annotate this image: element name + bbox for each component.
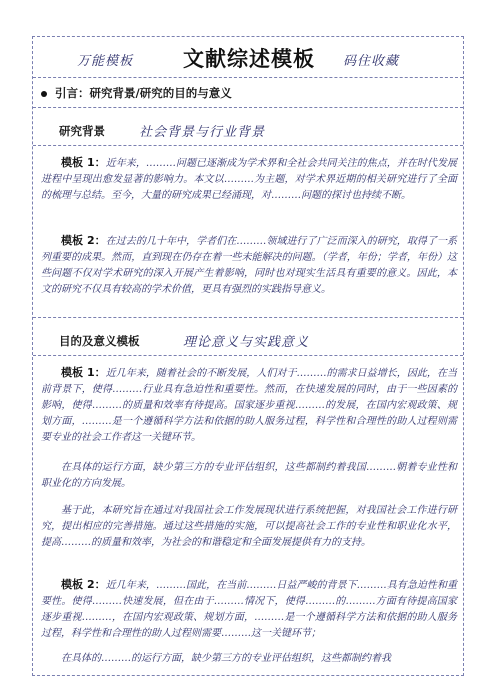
template-sheet bbox=[32, 36, 464, 676]
background-template-1: 模板 1：近年来，………问题已逐渐成为学术界和全社会共同关注的焦点，并在时代发展进程中呈现出愈发显著的影响力。本文以………为主题，对学术界近期的相关研究进行了全面的梳理与总结。至今，大量的研究成果已经涌现，对………问题的探讨也持续不断。 bbox=[41, 156, 458, 201]
divider bbox=[33, 77, 463, 78]
page-title: 文献综述模板 bbox=[183, 47, 315, 71]
purpose-paragraph-3: 基于此，本研究旨在通过对我国社会工作发展现状进行系统把握，对我国社会工作进行研究，提出相应的完善措施。通过这些措施的实施，可以提高社会工作的专业性和职业化水平，提高………的质量和效率，为社会的和谐稳定和全面发展提供有力的支持。 bbox=[41, 505, 457, 548]
intro-heading-text: 引言：研究背景/研究的目的与意义 bbox=[55, 86, 232, 100]
purpose-label: 目的及意义模板 bbox=[59, 334, 140, 348]
background-label: 研究背景 bbox=[59, 124, 105, 138]
divider bbox=[33, 317, 463, 318]
purpose-template-2: 模板 2：近几年来，………国此，在当前………日益严峻的背景下………具有急迫性和重要性。使得………快速发展，但在由于………情况下，使得………的………方面有待提高国家逐步重视………，在国内宏观政策、规划方面，………是一个遵循科学方法和依据的助人服务过程，科学性和合理性的助人过程则需要………这一关键环节； bbox=[41, 578, 458, 639]
intro-heading bbox=[41, 85, 232, 101]
purpose-note: 理论意义与实践意义 bbox=[183, 335, 310, 350]
background-template-2: 模板 2：在过去的几十年中，学者们在………领域进行了广泛而深入的研究，取得了一系列重要的成果。然而，直到现在仍存在着一些未能解决的问题。（学者，年份；学者，年份）这些问题不仅对学术研究的深入开展产生着影响，同时也对现实生活具有重要的意义。因此，本文的研究不仅具有较高的学术价值，更具有强烈的实践指导意义。 bbox=[41, 234, 458, 295]
divider bbox=[33, 355, 463, 356]
purpose-paragraph-2: 在具体的运行方面，缺少第三方的专业评估组织，这些都制约着我国………朝着专业性和职业化的方向发展。 bbox=[41, 462, 457, 489]
header-left-note: 万能模板 bbox=[77, 54, 134, 69]
bullet-icon bbox=[41, 91, 47, 97]
template-label: 模板 1： bbox=[61, 156, 106, 169]
template-label: 模板 1： bbox=[61, 366, 106, 379]
title-row bbox=[33, 37, 463, 77]
purpose-template-1: 模板 1：近几年来，随着社会的不断发展，人们对于………的需求日益增长，因此，在当前背景下，使得………行业具有急迫性和重要性。然而，在快速发展的同时，由于一些因素的影响，使得………的质量和效率有待提高。国家逐步重视………的发展，在国内宏观政策、规划方面，………是一个遵循科学方法和依据的助人服务过程，科学性和合理性的助人过程则需要专业的社会工作者这一关键环节。 bbox=[41, 366, 458, 443]
header-right-note: 码住收藏 bbox=[343, 54, 400, 69]
purpose-paragraph-5: 在具体的………的运行方面，缺少第三方的专业评估组织，这些都制约着我 bbox=[61, 653, 391, 664]
divider bbox=[33, 107, 463, 108]
template-label: 模板 2： bbox=[61, 578, 106, 591]
template-label: 模板 2： bbox=[61, 234, 106, 247]
divider bbox=[33, 145, 463, 146]
background-note: 社会背景与行业背景 bbox=[139, 125, 266, 140]
